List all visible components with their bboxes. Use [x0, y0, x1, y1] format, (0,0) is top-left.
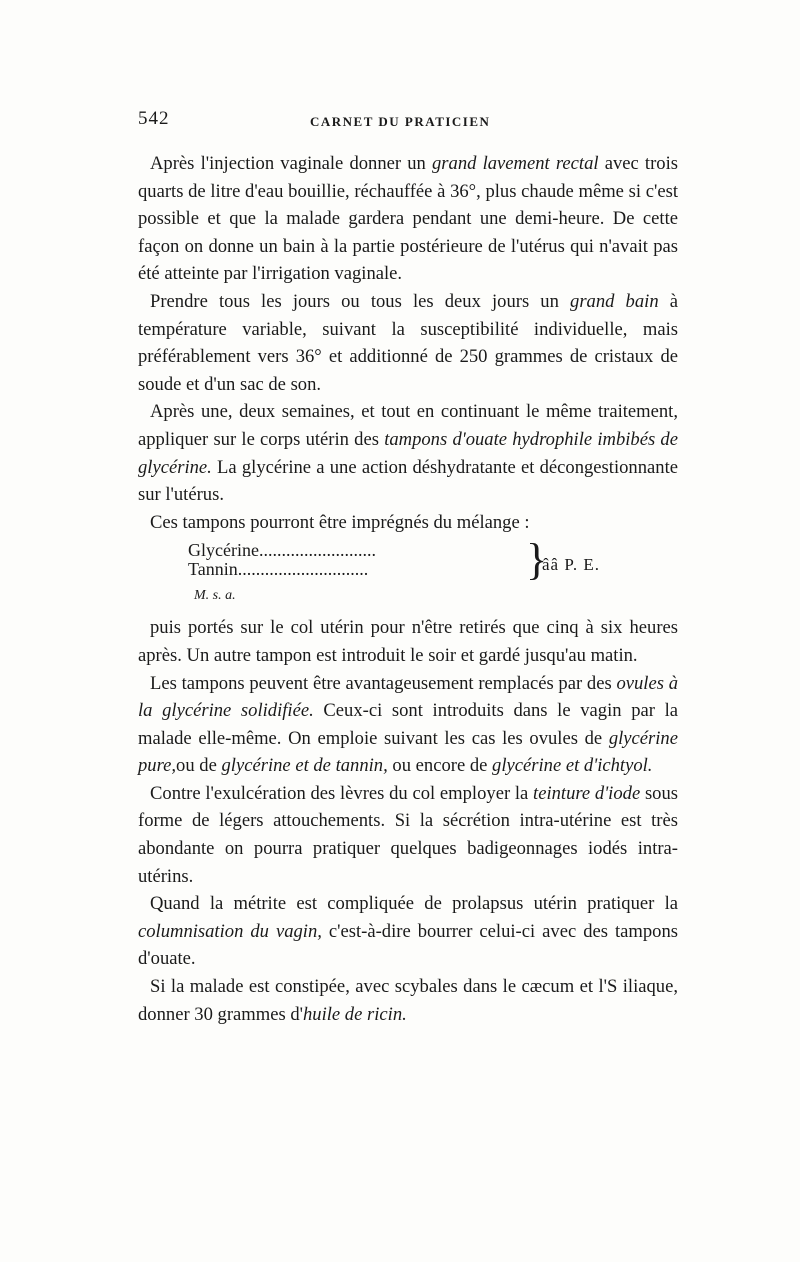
text-run: Après une, deux semaines, et tout en continuant le même traitement, appliquer sur le corps utérin des [138, 401, 678, 450]
paragraph-4: Ces tampons pourront être imprégnés du mélange : [150, 511, 530, 533]
paragraph-5: puis portés sur le col utérin pour n'être retirés que cinq à six heures après. Un autre tampon est introduit le soir et gardé jusqu'au matin. [138, 617, 678, 666]
formula-line-glycerine: Glycérine.......................... [188, 540, 376, 561]
formula-brace: } [526, 535, 548, 585]
italic-term: glycérine et de tannin, [221, 755, 388, 777]
italic-term: glycérine et d'ichtyol. [492, 755, 653, 777]
text-run: Ceux-ci sont introduits dans le vagin par la malade elle-même. On emploie suivant les cas les ovules de [138, 700, 679, 749]
paragraph-8 [138, 890, 678, 973]
text-run: ou encore de [387, 755, 493, 777]
paragraph-9 [138, 973, 678, 1028]
text-run: ou de [176, 755, 222, 777]
italic-term: grand bain [570, 290, 659, 312]
text-run: Les tampons peuvent être avantageusement remplacés par des [150, 672, 617, 694]
text-run: c'est-à-dire bourrer celui-ci avec des tampons d'ouate. [138, 920, 678, 970]
italic-term: ovules à la glycérine solidifiée. [138, 672, 678, 722]
formula-line-tannin: Tannin............................. [188, 559, 369, 580]
formula-note: M. s. a. [194, 588, 236, 604]
paragraph-6 [138, 670, 678, 780]
book-page [138, 98, 678, 1028]
italic-term: grand lavement rectal [432, 153, 599, 174]
paragraph-2 [138, 288, 678, 398]
text-run: Après l'injection vaginale donner un [150, 153, 432, 174]
page-number: 542 [138, 108, 170, 129]
text-run: sous forme de légers attouchements. Si la sécrétion intra-utérine est très abondante on pourra pratiquer quelques badigeonnages iodés intra-utérins. [138, 782, 679, 887]
italic-term: tampons d'ouate hydrophile imbibés de glycérine. [138, 428, 678, 478]
text-run: Si la malade est constipée, avec scybales dans le cæcum et l'S iliaque, donner 30 grammes d' [138, 976, 678, 1025]
paragraph-7 [138, 780, 678, 890]
body-text [138, 150, 678, 1028]
text-run: à température variable, suivant la susceptibilité individuelle, mais préférablement vers 36° et additionné de 250 grammes de cristaux de soude et d'un sac de son. [138, 290, 678, 395]
page-header [138, 98, 678, 138]
italic-term: glycérine pure, [138, 727, 678, 777]
paragraph-3 [138, 398, 678, 508]
text-run: Contre l'exulcération des lèvres du col employer la [150, 782, 534, 804]
text-run: Prendre tous les jours ou tous les deux jours un [150, 290, 571, 312]
formula-dose: ââ P. E. [542, 555, 601, 575]
text-run: La glycérine a une action déshydratante et décongestionnante sur l'utérus. [138, 456, 678, 506]
text-run: avec trois quarts de litre d'eau bouillie, réchauffée à 36°, plus chaude même si c'est possible et que la malade gardera pendant une demi-heure. De cette façon on donne un bain à la partie postérieure de l'utérus qui n'avait pas été atteinte par l'irrigation vaginale. [138, 153, 678, 285]
prescription-formula [138, 535, 678, 610]
italic-term: huile de ricin. [302, 1003, 407, 1025]
running-title: CARNET DU PRATICIEN [310, 114, 491, 129]
italic-term: teinture d'iode [533, 782, 641, 804]
paragraph-1 [138, 150, 678, 288]
italic-term: columnisation du vagin, [138, 920, 322, 942]
text-run: Quand la métrite est compliquée de prolapsus utérin pratiquer la [150, 893, 678, 915]
